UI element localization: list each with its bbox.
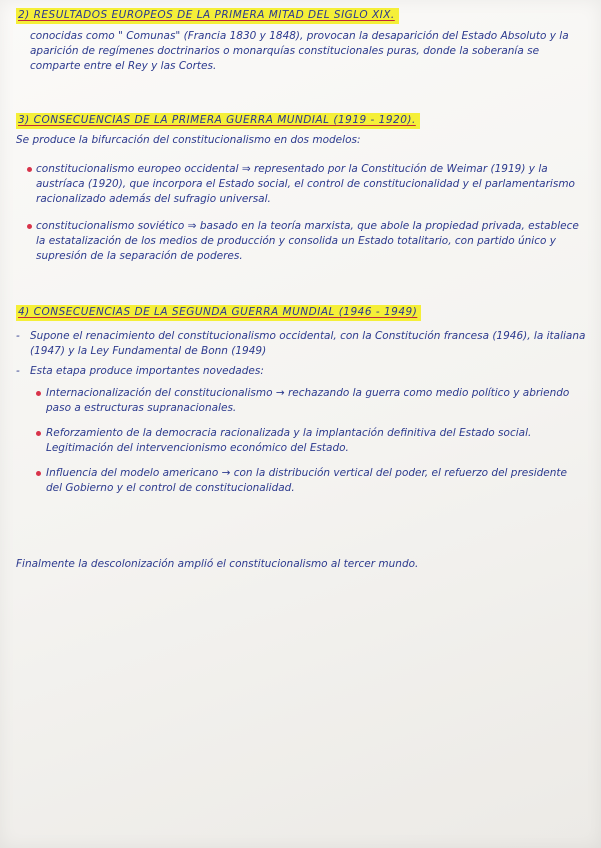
bullet-dot-icon [36,391,41,396]
section-4-heading: 4) CONSECUENCIAS DE LA SEGUNDA GUERRA MUNDIAL (1946 - 1949) [16,305,421,321]
bullet-dot-icon [27,167,32,172]
bullet-dot-icon [36,471,41,476]
dash-item-renaissance: - Supone el renacimiento del constitucionalismo occidental, con la Constitución francesa (1946), la italiana (1947) y la Ley Fundamental de Bonn (1949) [16,330,586,357]
dash-item-novelties: - Esta etapa produce importantes novedades: [16,365,264,377]
bullet-soviet: constitucionalismo soviético ⇒ basado en la teoría marxista, que abole la propiedad privada, establece la estatalización de los medios de producción y consolida un Estado totalitario, con partido único y supresión de la separación de poderes. [16,219,586,264]
section-2 [16,8,586,74]
sub-bullet-democracy: Reforzamiento de la democracia racionalizada y la implantación definitiva del Estado social. Legitimación del intervencionismo económico del Estado. [16,426,586,456]
sub-bullet-american-model: Influencia del modelo americano → con la distribución vertical del poder, el refuerzo del presidente del Gobierno y el control de constitucionalidad. [16,466,586,496]
section-4 [16,305,586,496]
sub-bullet-internationalization: Internacionalización del constitucionalismo → rechazando la guerra como medio político y abriendo paso a estructuras supranacionales. [16,386,586,416]
section-3-intro: Se produce la bifurcación del constitucionalismo en dos modelos: [16,134,361,146]
bullet-dot-icon [36,431,41,436]
section-3 [16,113,586,264]
bullet-western: constitucionalismo europeo occidental ⇒ representado por la Constitución de Weimar (1919) y la austríaca (1920), que incorpora el Estado social, el control de constitucionalidad y el parlamentarismo racionalizado además del sufragio universal. [16,162,586,207]
section-3-heading: 3) CONSECUENCIAS DE LA PRIMERA GUERRA MUNDIAL (1919 - 1920). [16,113,420,129]
section-2-heading: 2) RESULTADOS EUROPEOS DE LA PRIMERA MITAD DEL SIGLO XIX. [16,8,399,24]
section-2-body: conocidas como " Comunas" (Francia 1830 y 1848), provocan la desaparición del Estado Absoluto y la aparición de regímenes doctrinarios o monarquías constitucionales puras, donde la soberanía se comparte entre el Rey y las Cortes. [30,30,569,72]
bullet-dot-icon [27,224,32,229]
closing-paragraph: Finalmente la descolonización amplió el constitucionalismo al tercer mundo. [16,558,419,570]
